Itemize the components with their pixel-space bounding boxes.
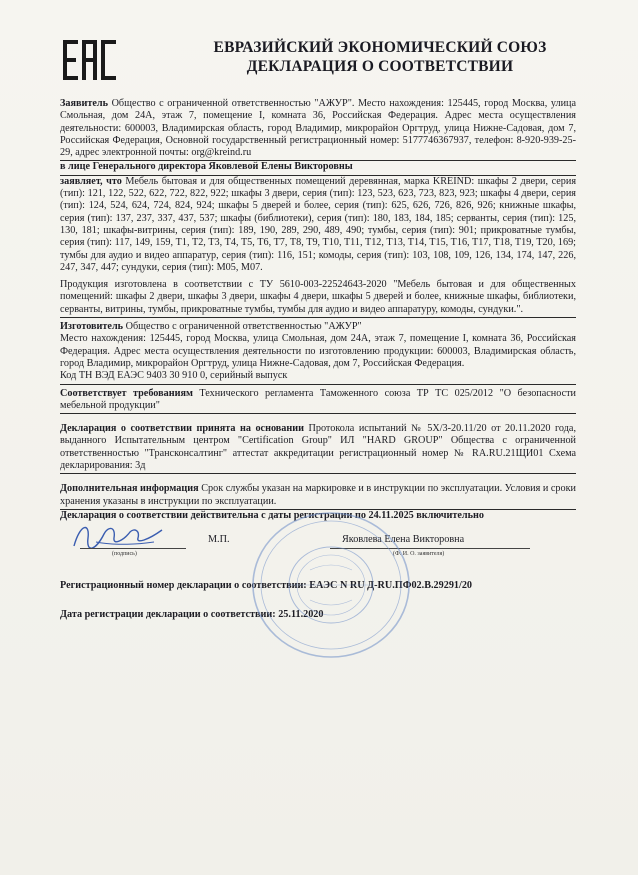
registration-date: Дата регистрации декларации о соответствии: 25.11.2020 — [60, 608, 324, 620]
compliance-block — [60, 385, 576, 415]
applicant-text: Общество с ограниченной ответственностью "АЖУР". Место нахождения: 125445, город Москва, улица Смольная, дом 24А, этаж 7, помещение I, комната 36, Российская Федерация. Адрес места осуществления деятельности: 600003, Владимирская область, город Владимир, микрорайон Оргтруд, улица Нижне-Садовая, дом 7, Российская Федерация, Основной государственный регистрационный номер: 5177746367937, телефон: 8-920-939-25-29, адрес электронной почты: org@kreind.ru — [60, 98, 576, 159]
compliance-text: Технического регламента Таможенного союза ТР ТС 025/2012 "О безопасности мебельной продукции" — [60, 387, 577, 411]
additional-label: Дополнительная информация — [60, 483, 199, 495]
declares-block — [60, 176, 576, 318]
title-union: ЕВРАЗИЙСКИЙ ЭКОНОМИЧЕСКИЙ СОЮЗ — [213, 39, 547, 56]
signature-caption: (подпись) — [112, 551, 137, 558]
eac-logo — [62, 38, 118, 82]
represented-block — [60, 161, 576, 175]
registration-number: Регистрационный номер декларации о соответствии: ЕАЭС N RU Д-RU.ПФ02.В.29291/20 — [60, 580, 473, 592]
company-stamp — [250, 510, 412, 660]
manufacturer-label: Изготовитель — [60, 321, 124, 333]
applicant-block — [60, 98, 576, 161]
compliance-label: Соответствует требованиям — [60, 387, 193, 399]
name-caption: (Ф. И. О. заявителя) — [393, 551, 445, 558]
title-declaration: ДЕКЛАРАЦИЯ О СООТВЕТСТВИИ — [246, 58, 514, 75]
additional-text: Срок службы указан на маркировке и в инструкции по эксплуатации. Условия и сроки хранения указаны в инструкции по эксплуатации. — [60, 483, 576, 507]
represented-label: в лице — [60, 161, 91, 173]
represented-text: Генерального директора Яковлевой Елены Викторовны — [92, 161, 353, 173]
document-title — [150, 38, 610, 76]
manufacturer-text: Общество с ограниченной ответственностью "АЖУР" — [125, 321, 362, 333]
applicant-label: Заявитель — [60, 98, 108, 109]
manufacturer-address: Место нахождения: 125445, город Москва, улица Смольная, дом 24А, этаж 7, помещение I, комната 36, Российская Федерация. Адрес места осуществления деятельности по изготовлению продукции: 600003, Владимирская область, город Владимир, микрорайон Оргтруд, улица Нижне-Садовая, дом 7, Российская Федерация. — [60, 333, 576, 369]
additional-block — [60, 480, 576, 510]
manufacturer-block — [60, 318, 576, 384]
basis-text: Протокола испытаний № 5X/3-20.11/20 от 20.11.2020 года, выданного Испытательным центром "Certification Group" ИЛ "HARD GROUP" Общества с ограниченной ответственностью "Трансконсалтинг" аттестат аккредитации регистрационный номер № RA.RU.21ЩИ01 Схема декларирования: 3д — [60, 423, 576, 472]
validity-text: Декларация о соответствии действительна с даты регистрации по 24.11.2025 включительно — [60, 509, 484, 521]
product-code: Код ТН ВЭД ЕАЭС 9403 30 910 0, серийный выпуск — [60, 370, 288, 382]
production-text: Продукция изготовлена в соответствии с ТУ 5610-003-22524643-2020 "Мебель бытовая и для общественных помещений: шкафы 2 двери, шкафы 3 двери, шкафы 4 двери, шкафы 5 дверей и более, книжные шкафы, библиотеки, серванты, витрины, тумбы, прикроватные тумбы, тумбы для аудио и видео аппаратуру, комоды, сундуки.". — [60, 279, 576, 315]
signer-name: Яковлева Елена Викторовна — [342, 534, 465, 546]
stamp-place-label: М.П. — [208, 534, 230, 546]
basis-label: Декларация о соответствии принята на основании — [60, 423, 304, 435]
declares-label: заявляет, что — [60, 175, 122, 187]
declares-text: Мебель бытовая и для общественных помещений деревянная, марка KREIND: шкафы 2 двери, серия (тип): 121, 122, 522, 622, 722, 822, 922; шкафы 3 двери, серия (тип): 123, 523, 623, 723, 823, 923; шкафы 4 двери, серия (тип): 124, 524, 624, 724, 824, 924; шкафы 5 дверей и более, серия (тип): 625, 626, 726, 826, 926; книжные шкафы, серия (тип): 137, 237, 337, 437, 537; шкафы (библиотеки), серия (тип): 180, 183, 184, 185; серванты, серия (тип): 125, 130, 181; шкафы-витрины, серия (тип): 189, 190, 289, 290, 489, 490; тумбы, серия (тип): 901; прикроватные тумбы, серия (тип): 117, 149, 159, T1, T2, T3, T4, T5, T6, T7, T8, T9, T10, T11, T12, T13, T14, T15, T16, T17, T18, T19, T20, 169; тумбы для аудио и видео аппаратур, серия (тип): 116, 151; комоды, серия (тип): 103, 108, 109, 126, 134, 174, 147, 226, 247, 347, 447; сундуки, серия (тип): M05, M07. — [60, 175, 576, 273]
basis-block — [60, 420, 576, 474]
